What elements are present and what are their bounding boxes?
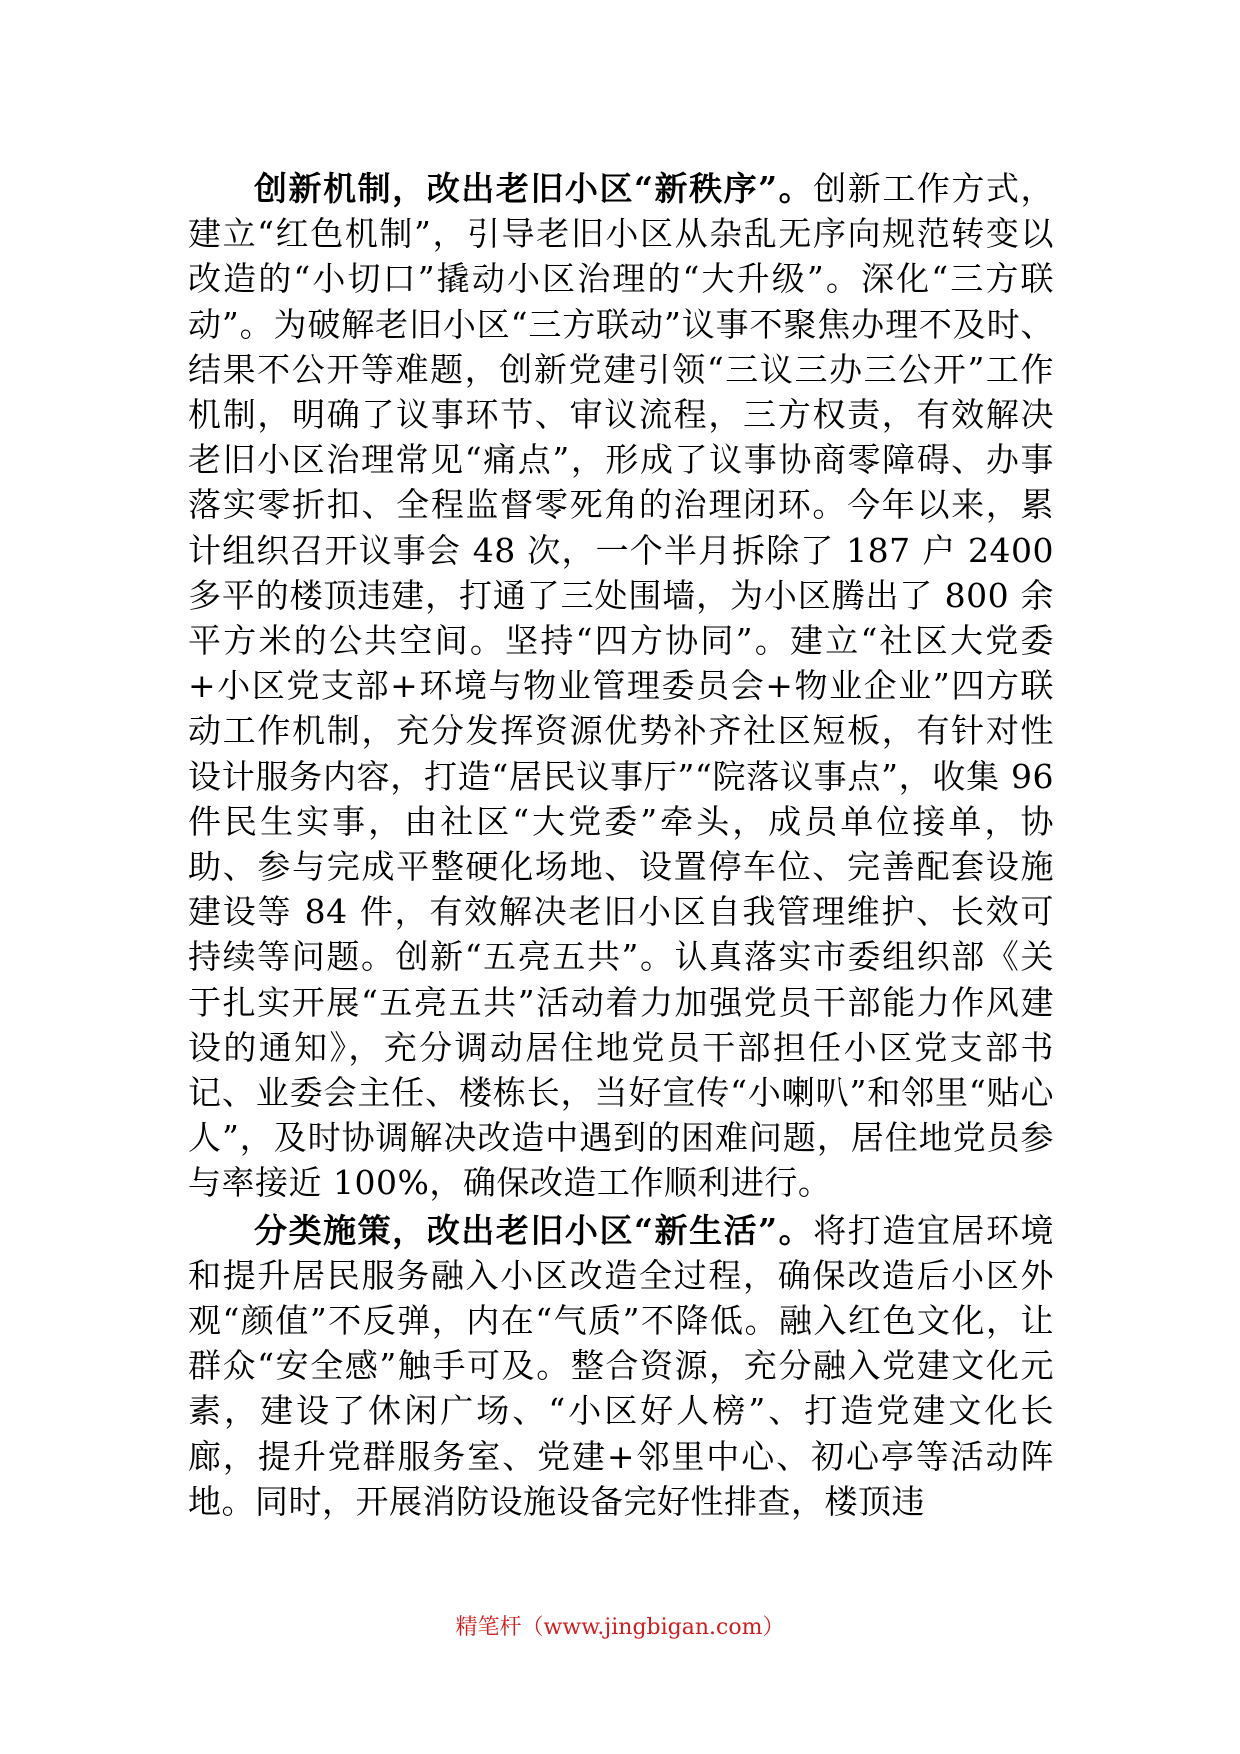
paragraph-1-heading: 创新机制，改出老旧小区“新秩序”。	[254, 169, 814, 208]
footer-watermark: 精笔杆（www.jingbigan.com）	[455, 1615, 785, 1640]
paragraph-2-text: 将打造宜居环境和提升居民服务融入小区改造全过程，确保改造后小区外观“颜值”不反弹，内在“气质”不降低。融入红色文化，让群众“安全感”触手可及。整合资源，充分融入党建文化元素，建设了休闲广场、“小区好人榜”、打造党建文化长廊，提升党群服务室、党建+邻里中心、初心亭等活动阵地。同时，开展消防设施设备完好性排查，楼顶违	[188, 1210, 1055, 1521]
document-body	[188, 166, 1054, 1526]
paragraph-2-heading: 分类施策，改出老旧小区“新生活”。	[254, 1210, 814, 1250]
paragraph-2	[188, 1208, 1054, 1524]
paragraph-1	[188, 166, 1054, 1206]
paragraph-1-text: 创新工作方式，建立“红色机制”，引导老旧小区从杂乱无序向规范转变以改造的“小切口”撬动小区治理的“大升级”。深化“三方联动”。为破解老旧小区“三方联动”议事不聚焦办理不及时、结果不公开等难题，创新党建引领“三议三办三公开”工作机制，明确了议事环节、审议流程，三方权责，有效解决老旧小区治理常见“痛点”，形成了议事协商零障碍、办事落实零折扣、全程监督零死角的治理闭环。今年以来，累计组织召开议事会 48 次，一个半月拆除了 187 户 2400 多平的楼顶违建，打通了三处围墙，为小区腾出了 800 余平方米的公共空间。坚持“四方协同”。建立“社区大党委+小区党支部+环境与物业管理委员会+物业企业”四方联动工作机制，充分发挥资源优势补齐社区短板，有针对性设计服务内容，打造“居民议事厅”“院落议事点”，收集 96 件民生实事，由社区“大党委”牵头，成员单位接单，协助、参与完成平整硬化场地、设置停车位、完善配套设施建设等 84 件，有效解决老旧小区自我管理维护、长效可持续等问题。创新“五亮五共”。认真落实市委组织部《关于扎实开展“五亮五共”活动着力加强党员干部能力作风建设的通知》，充分调动居住地党员干部担任小区党支部书记、业委会主任、楼栋长，当好宣传“小喇叭”和邻里“贴心人”，及时协调解决改造中遇到的困难问题，居住地党员参与率接近 100%，确保改造工作顺利进行。	[188, 169, 1055, 1203]
